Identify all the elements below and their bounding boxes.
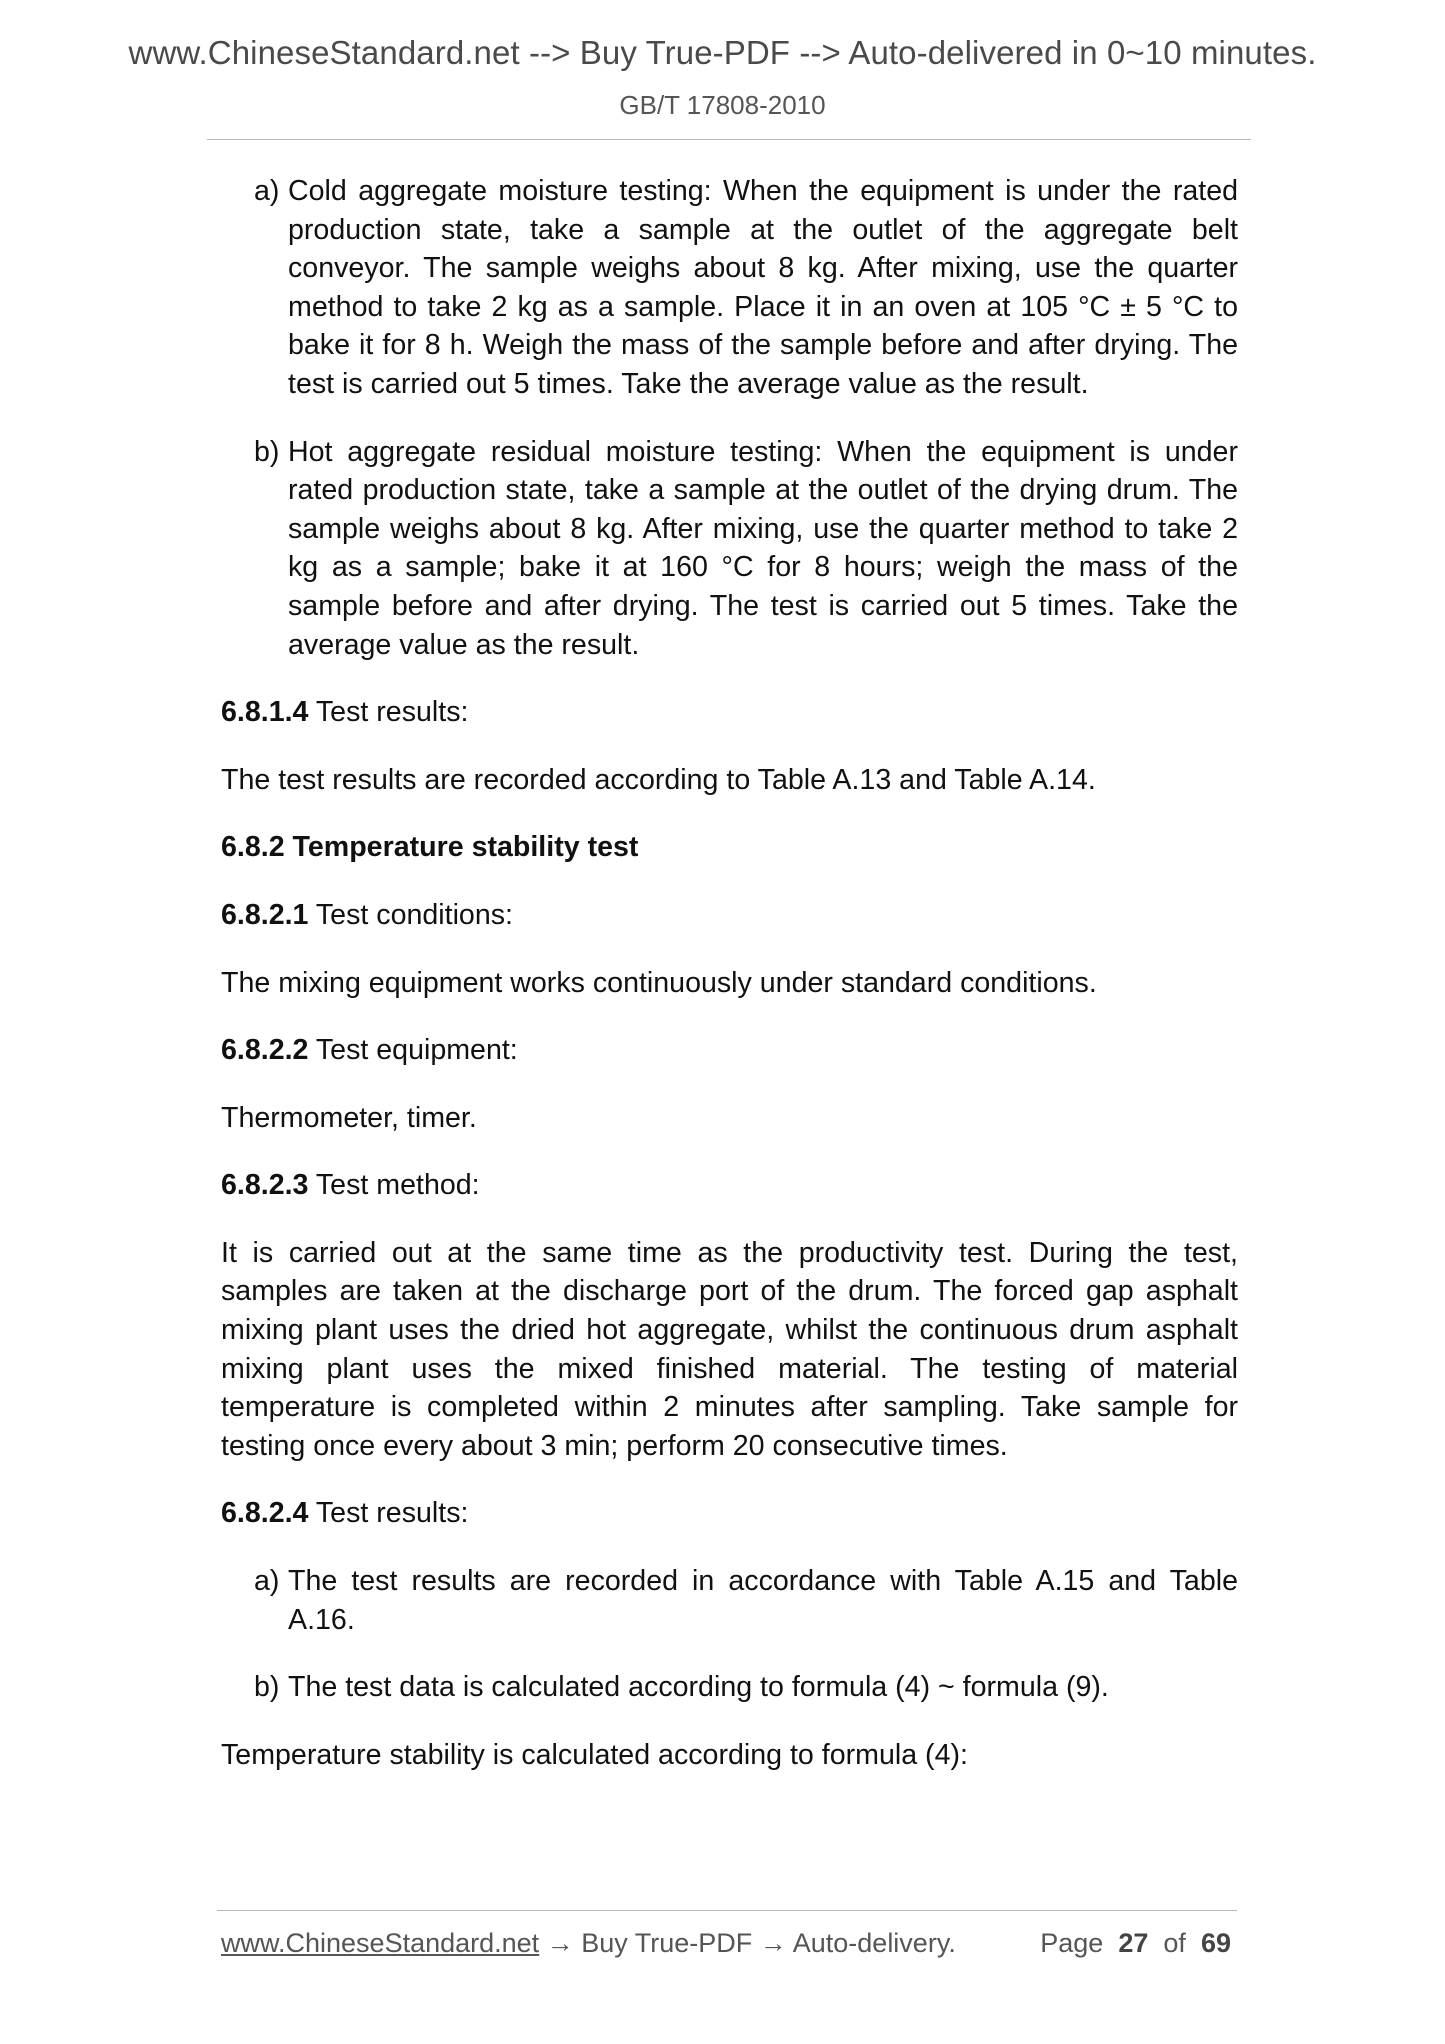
clause-number: 6.8.2.4 <box>221 1497 309 1530</box>
section-heading-6-8-2: 6.8.2 Temperature stability test <box>221 831 639 864</box>
clause-6814-body: The test results are recorded according to Table A.13 and Table A.14. <box>221 763 1096 796</box>
page-content <box>221 172 1238 1803</box>
clause-number: 6.8.2.3 <box>221 1169 309 1202</box>
footer-tagline: → Buy True-PDF → Auto-delivery. <box>539 1928 956 1958</box>
page-total: 69 <box>1200 1928 1231 1958</box>
list-item-text: The test data is calculated according to formula (4) ~ formula (9). <box>288 1671 1109 1704</box>
top-banner: www.ChineseStandard.net --> Buy True-PDF --> Auto-delivered in 0~10 minutes. <box>128 34 1317 71</box>
clause-6821-body: The mixing equipment works continuously under standard conditions. <box>221 966 1097 999</box>
list-item-results-tables <box>221 1562 1238 1639</box>
clause-6821-title <box>221 896 1238 935</box>
list-item-text: The test results are recorded in accordance with Table A.15 and Table A.16. <box>288 1565 1238 1636</box>
page-footer <box>221 1928 1231 1959</box>
footer-site-link[interactable]: www.ChineseStandard.net <box>221 1928 540 1958</box>
document-code: GB/T 17808-2010 <box>619 90 826 120</box>
clause-6822-body: Thermometer, timer. <box>221 1101 477 1134</box>
list-item-text: Cold aggregate moisture testing: When the equipment is under the rated production state, take a sample at the outlet of the aggregate belt conveyor. The sample weighs about 8 kg. After mixing, use the quarter method to take 2 kg as a sample. Place it in an oven at 105 °C ± 5 °C to bake it for 8 h. Weigh the mass of the sample before and after drying. The test is carried out 5 times. Take the average value as the result. <box>288 175 1238 400</box>
clause-label: Test results: <box>315 696 469 729</box>
header-divider <box>207 139 1251 140</box>
clause-number: 6.8.2.2 <box>221 1034 309 1067</box>
clause-label: Test results: <box>315 1497 469 1530</box>
clause-6822-title <box>221 1031 1238 1070</box>
footer-divider <box>217 1910 1237 1911</box>
list-marker: a) <box>254 1565 280 1598</box>
clause-6823-body: It is carried out at the same time as the productivity test. During the test, samples are taken at the discharge port of the drum. The forced gap asphalt mixing plant uses the dried hot aggregate, whilst the continuous drum asphalt mixing plant uses the mixed finished material. The testing of material temperature is completed within 2 minutes after sampling. Take sample for testing once every about 3 min; perform 20 consecutive times. <box>221 1236 1238 1462</box>
list-marker: a) <box>254 175 280 207</box>
list-item-cold-aggregate <box>221 172 1238 404</box>
page-label: Page <box>1040 1928 1104 1958</box>
page-current: 27 <box>1118 1928 1149 1958</box>
clause-6824-title <box>221 1494 1238 1533</box>
page-of: of <box>1163 1928 1186 1958</box>
page-number <box>1040 1928 1231 1959</box>
temperature-stability-intro: Temperature stability is calculated according to formula (4): <box>221 1738 968 1771</box>
clause-label: Test equipment: <box>315 1034 518 1067</box>
clause-6823-title <box>221 1166 1238 1205</box>
list-marker: b) <box>254 1671 280 1704</box>
clause-6814-title <box>221 693 1238 732</box>
clause-number: 6.8.2.1 <box>221 898 309 931</box>
clause-label: Test method: <box>315 1169 480 1202</box>
clause-label: Test conditions: <box>315 898 513 931</box>
clause-number: 6.8.1.4 <box>221 696 309 729</box>
list-item-results-formula <box>221 1668 1238 1707</box>
list-item-hot-aggregate <box>221 433 1238 665</box>
list-marker: b) <box>254 435 280 468</box>
list-item-text: Hot aggregate residual moisture testing: When the equipment is under rated production state, take a sample at the outlet of the drying drum. The sample weighs about 8 kg. After mixing, use the quarter method to take 2 kg as a sample; bake it at 160 °C for 8 hours; weigh the mass of the sample before and after drying. The test is carried out 5 times. Take the average value as the result. <box>288 435 1238 661</box>
